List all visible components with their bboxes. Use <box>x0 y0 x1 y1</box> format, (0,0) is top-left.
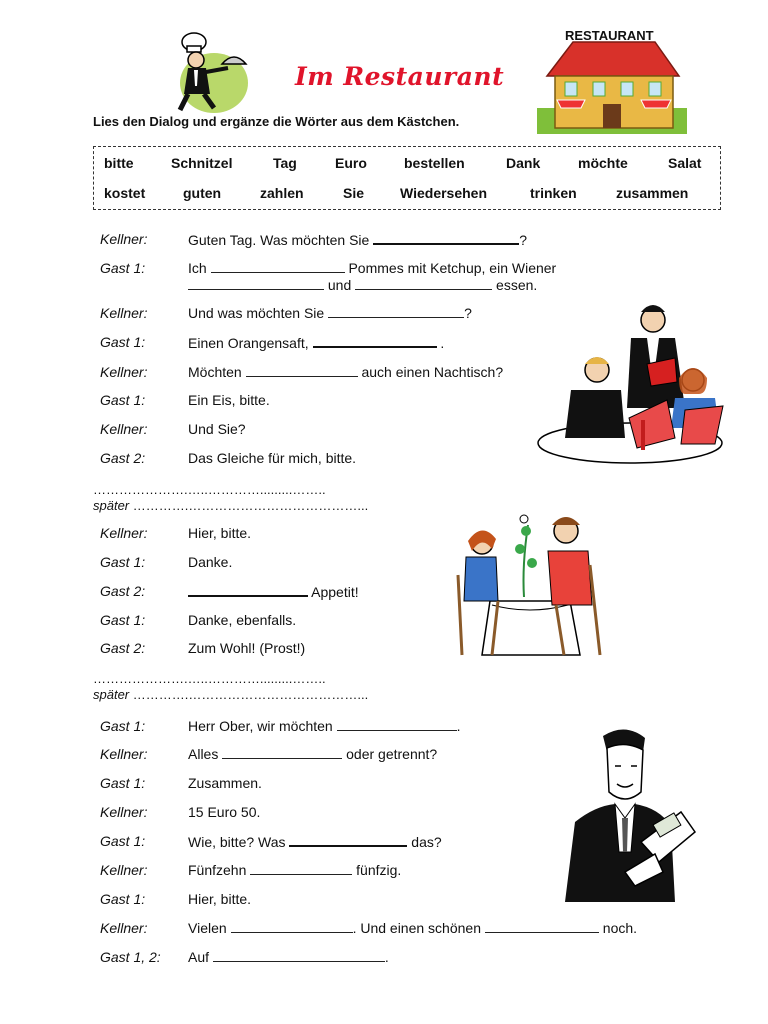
line-text: Herr Ober, wir möchten <box>188 718 337 734</box>
dialogue-line: Danke. <box>188 554 233 570</box>
line-text: . Und einen schönen <box>352 920 485 936</box>
dialogue-line <box>188 583 359 600</box>
restaurant-building-illustration <box>537 28 687 134</box>
speaker-label: Kellner: <box>100 746 148 762</box>
fill-blank[interactable] <box>337 718 457 731</box>
speaker-label: Kellner: <box>100 862 148 878</box>
speaker-label: Gast 1: <box>100 260 146 276</box>
waiter-serving-guests-illustration <box>535 298 730 468</box>
waiter-illustration <box>170 28 255 114</box>
line-text: ? <box>464 305 472 321</box>
line-text: Und was möchten Sie <box>188 305 329 321</box>
fill-blank[interactable] <box>373 231 519 245</box>
fill-blank[interactable] <box>313 334 437 348</box>
line-text: Ich <box>188 260 211 276</box>
dialogue-line <box>188 305 472 321</box>
dialogue-line: Und Sie? <box>188 421 246 437</box>
speaker-label: Gast 1: <box>100 554 146 570</box>
couple-dining-illustration <box>452 505 607 665</box>
speaker-label: Gast 1: <box>100 833 146 849</box>
line-text: Einen Orangensaft, <box>188 335 313 351</box>
later-label: später <box>93 687 130 702</box>
dialogue-line <box>188 833 442 850</box>
separator-dots: ………………….…..………….........…….. <box>93 482 326 497</box>
line-text: das? <box>407 834 442 850</box>
fill-blank[interactable] <box>213 949 385 962</box>
dialogue-line <box>188 862 401 878</box>
speaker-label: Kellner: <box>100 231 148 247</box>
fill-blank[interactable] <box>289 833 407 847</box>
word-item: Tag <box>273 155 297 171</box>
separator-later <box>93 498 368 513</box>
line-text: auch einen Nachtisch? <box>357 364 504 380</box>
speaker-label: Gast 2: <box>100 640 146 656</box>
line-text: Wie, bitte? Was <box>188 834 290 850</box>
word-item: guten <box>183 185 222 201</box>
man-paying-illustration <box>555 722 700 907</box>
speaker-label: Kellner: <box>100 920 148 936</box>
dialogue-line: Hier, bitte. <box>188 525 252 541</box>
dialogue-line <box>188 718 461 734</box>
later-dots: ………….…………………………………... <box>129 498 369 513</box>
line-text: ? <box>519 232 528 248</box>
page-title: Im Restaurant <box>295 62 505 91</box>
line-text: Alles <box>188 746 223 762</box>
fill-blank[interactable] <box>246 364 358 377</box>
speaker-label: Kellner: <box>100 525 148 541</box>
word-item: bestellen <box>404 155 465 171</box>
speaker-label: Gast 2: <box>100 450 146 466</box>
word-item: Salat <box>668 155 702 171</box>
word-item: Euro <box>335 155 367 171</box>
line-text: oder getrennt? <box>342 746 438 762</box>
speaker-label: Kellner: <box>100 305 148 321</box>
fill-blank[interactable] <box>485 920 599 933</box>
fill-blank[interactable] <box>211 260 345 273</box>
speaker-label: Kellner: <box>100 804 148 820</box>
dialogue-line: Ein Eis, bitte. <box>188 392 270 408</box>
restaurant-sign-text: RESTAURANT <box>565 28 654 43</box>
later-label: später <box>93 498 130 513</box>
speaker-label: Kellner: <box>100 421 148 437</box>
line-text: Pommes mit Ketchup, ein Wiener <box>344 260 557 276</box>
word-item: möchte <box>578 155 628 171</box>
word-item: kostet <box>104 185 146 201</box>
line-text: Auf <box>188 949 213 965</box>
word-item: Wiedersehen <box>400 185 488 201</box>
dialogue-line: 15 Euro 50. <box>188 804 261 820</box>
speaker-label: Gast 2: <box>100 583 146 599</box>
word-item: zahlen <box>260 185 304 201</box>
word-box <box>93 146 721 210</box>
dialogue-line: Das Gleiche für mich, bitte. <box>188 450 357 466</box>
dialogue-line: Zum Wohl! (Prost!) <box>188 640 306 656</box>
dialogue-line <box>188 364 503 380</box>
speaker-label: Gast 1: <box>100 775 146 791</box>
word-item: Schnitzel <box>171 155 233 171</box>
line-text: noch. <box>598 920 638 936</box>
line-text: . <box>384 949 389 965</box>
dialogue-line: Zusammen. <box>188 775 262 791</box>
fill-blank[interactable] <box>231 920 353 933</box>
line-text: Guten Tag. Was möchten Sie <box>188 232 374 248</box>
speaker-label: Gast 1: <box>100 392 146 408</box>
separator-dots: ………………….…..………….........…….. <box>93 671 326 686</box>
word-item: zusammen <box>616 185 689 201</box>
speaker-label: Gast 1: <box>100 891 146 907</box>
speaker-label: Gast 1: <box>100 334 146 350</box>
fill-blank[interactable] <box>328 305 464 318</box>
dialogue-line-continued <box>188 277 537 293</box>
speaker-label: Gast 1: <box>100 612 146 628</box>
fill-blank[interactable] <box>250 862 352 875</box>
fill-blank[interactable] <box>355 277 492 290</box>
line-text: fünfzig. <box>352 862 402 878</box>
separator-later <box>93 687 368 702</box>
dialogue-line: Hier, bitte. <box>188 891 252 907</box>
later-dots: ………….…………………………………... <box>129 687 369 702</box>
fill-blank[interactable] <box>188 277 324 290</box>
speaker-label: Gast 1, 2: <box>100 949 161 965</box>
line-text: Vielen <box>188 920 231 936</box>
line-text: . <box>456 718 461 734</box>
word-item: bitte <box>104 155 134 171</box>
line-text: Fünfzehn <box>188 862 251 878</box>
line-text: Appetit! <box>308 584 359 600</box>
word-item: Dank <box>506 155 541 171</box>
dialogue-line <box>188 231 527 248</box>
fill-blank[interactable] <box>222 746 342 759</box>
dialogue-line <box>188 334 444 351</box>
line-text: essen. <box>492 277 538 293</box>
dialogue-line <box>188 949 389 965</box>
dialogue-line: Danke, ebenfalls. <box>188 612 297 628</box>
word-item: trinken <box>530 185 577 201</box>
dialogue-line <box>188 920 637 936</box>
instruction-text: Lies den Dialog und ergänze die Wörter aus dem Kästchen. <box>93 114 460 129</box>
speaker-label: Gast 1: <box>100 718 146 734</box>
fill-blank[interactable] <box>188 583 308 597</box>
line-text: Möchten <box>188 364 246 380</box>
dialogue-line <box>188 260 556 276</box>
line-text: und <box>324 277 356 293</box>
line-text: . <box>436 335 445 351</box>
word-item: Sie <box>343 185 365 201</box>
dialogue-line <box>188 746 437 762</box>
speaker-label: Kellner: <box>100 364 148 380</box>
